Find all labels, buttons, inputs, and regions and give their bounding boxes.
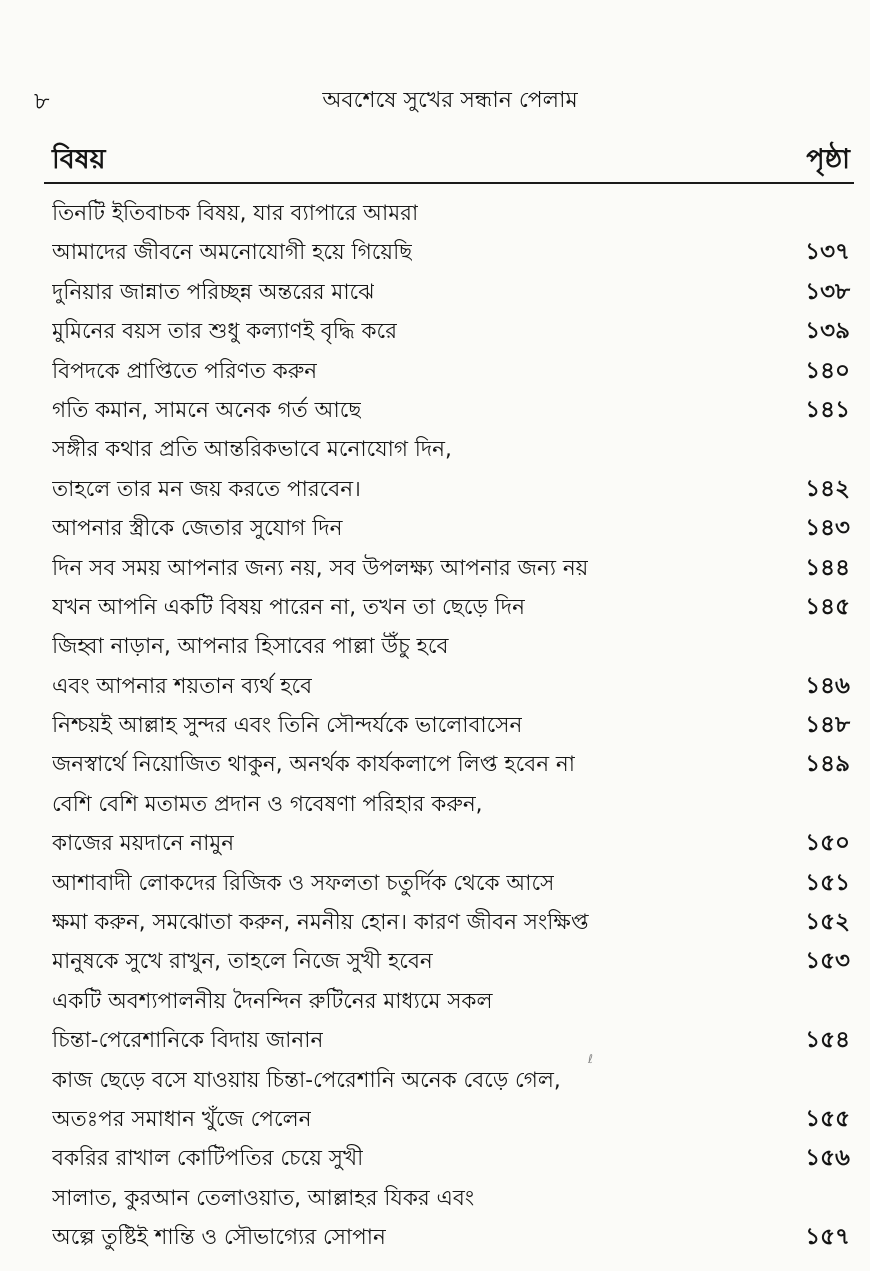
toc-entry-text: এবং আপনার শয়তান ব্যর্থ হবে xyxy=(52,673,313,699)
toc-entry-line xyxy=(52,745,850,784)
toc-entry-text: চিন্তা-পেরেশানিকে বিদায় জানান xyxy=(52,1028,324,1054)
toc-entry-page-number: ১৪৯ xyxy=(805,751,850,778)
toc-entry-page-number: ১৪৩ xyxy=(805,515,850,542)
toc-entry-page-number: ১৪১ xyxy=(805,396,850,423)
book-title: অবশেষে সুখের সন্ধান পেলাম xyxy=(322,88,578,113)
toc-entry-line xyxy=(52,1021,850,1060)
toc-entry-page-number: ১৪৪ xyxy=(805,554,850,581)
toc-entry-text: বিপদকে প্রাপ্তিতে পরিণত করুন xyxy=(52,358,318,384)
toc-entry-line xyxy=(52,1179,850,1218)
page-number: ৮ xyxy=(34,87,50,115)
toc-entry-line xyxy=(52,352,850,391)
toc-entry-page-number: ১৫৬ xyxy=(805,1145,850,1172)
toc-entry-line xyxy=(52,1061,850,1100)
toc-entry-page-number: ১৫২ xyxy=(805,909,850,936)
toc-entry-line xyxy=(52,824,850,863)
toc-entry-page-number: ১৩৯ xyxy=(805,318,850,345)
toc-entry-text: মানুষকে সুখে রাখুন, তাহলে নিজে সুখী হবেন xyxy=(52,949,433,975)
toc-entry-line xyxy=(52,233,850,272)
toc-entry-text: বকরির রাখাল কোটিপতির চেয়ে সুখী xyxy=(52,1146,364,1172)
toc-entry-line xyxy=(52,194,850,233)
toc-entry-text: অতঃপর সমাধান খুঁজে পেলেন xyxy=(52,1106,312,1132)
subject-heading: বিষয় xyxy=(52,144,106,175)
toc-entry-text: ক্ষমা করুন, সমঝোতা করুন, নমনীয় হোন। কারণ জীবন সংক্ষিপ্ত xyxy=(52,910,589,936)
toc-entry-page-number: ১৫৫ xyxy=(805,1105,850,1132)
toc-entry-line xyxy=(52,391,850,430)
toc-entry-line xyxy=(52,273,850,312)
toc-entry-text: নিশ্চয়ই আল্লাহ সুন্দর এবং তিনি সৌন্দর্যকে ভালোবাসেন xyxy=(52,713,523,739)
toc-entry-line xyxy=(52,785,850,824)
running-head xyxy=(0,84,870,118)
toc-entry-text: অল্পে তুষ্টিই শান্তি ও সৌভাগ্যের সোপান xyxy=(52,1225,386,1251)
toc-entry-line xyxy=(52,588,850,627)
toc-entry-text: সালাত, কুরআন তেলাওয়াত, আল্লাহর যিকর এবং xyxy=(52,1185,475,1211)
toc-entry-line xyxy=(52,1100,850,1139)
toc-entry-text: আশাবাদী লোকদের রিজিক ও সফলতা চতুর্দিক থেকে আসে xyxy=(52,870,555,896)
toc-entry-text: দিন সব সময় আপনার জন্য নয়, সব উপলক্ষ্য আপনার জন্য নয় xyxy=(52,555,589,581)
toc-entry-page-number: ১৫৪ xyxy=(805,1027,850,1054)
toc-entry-line xyxy=(52,903,850,942)
toc-entry-line xyxy=(52,864,850,903)
heading-divider xyxy=(44,182,854,184)
toc-entry-text: বেশি বেশি মতামত প্রদান ও গবেষণা পরিহার করুন, xyxy=(52,791,483,817)
toc-entry-text: জনস্বার্থে নিয়োজিত থাকুন, অনর্থক কার্যকলাপে লিপ্ত হবেন না xyxy=(52,752,575,778)
toc-entry-text: আপনার স্ত্রীকে জেতার সুযোগ দিন xyxy=(52,516,343,542)
toc-entry-page-number: ১৪৮ xyxy=(805,712,850,739)
toc-entry-page-number: ১৫১ xyxy=(805,869,850,896)
toc-entry-text: কাজ ছেড়ে বসে যাওয়ায় চিন্তা-পেরেশানি অনেক বেড়ে গেল, xyxy=(52,1067,561,1093)
toc-entry-text: আমাদের জীবনে অমনোযোগী হয়ে গিয়েছি xyxy=(52,240,413,266)
toc-entry-page-number: ১৫৩ xyxy=(805,948,850,975)
toc-entry-page-number: ১৩৭ xyxy=(805,239,850,266)
toc-entry-line xyxy=(52,627,850,666)
toc-entry-line xyxy=(52,982,850,1021)
toc-entry-line xyxy=(52,509,850,548)
toc-entry-page-number: ১৪৫ xyxy=(805,593,850,620)
toc-entry-line xyxy=(52,706,850,745)
toc-entry-line xyxy=(52,312,850,351)
toc-entry-text: তিনটি ইতিবাচক বিষয়, যার ব্যাপারে আমরা xyxy=(52,201,419,226)
page-heading: পৃষ্ঠা xyxy=(806,144,850,175)
toc-entry-text: গতি কমান, সামনে অনেক গর্ত আছে xyxy=(52,397,362,423)
toc-entry-text: মুমিনের বয়স তার শুধু কল্যাণই বৃদ্ধি করে xyxy=(52,319,398,345)
toc-entry-page-number: ১৪২ xyxy=(805,475,850,502)
toc-entry-line xyxy=(52,470,850,509)
toc-entry-text: দুনিয়ার জান্নাত পরিচ্ছন্ন অন্তরের মাঝে xyxy=(52,279,375,305)
toc-entry-line xyxy=(52,1139,850,1178)
toc-entry-page-number: ১৪৬ xyxy=(805,672,850,699)
toc-entry-line xyxy=(52,667,850,706)
toc-entry-page-number: ১৫৭ xyxy=(805,1224,850,1251)
toc-entry-line xyxy=(52,942,850,981)
print-smudge-mark: ℓ xyxy=(588,1052,593,1066)
toc-entry-page-number: ১৪০ xyxy=(805,357,850,384)
toc-entry-text: একটি অবশ্যপালনীয় দৈনন্দিন রুটিনের মাধ্যমে সকল xyxy=(52,988,493,1014)
toc-entry-line xyxy=(52,1218,850,1257)
toc-entry-text: জিহ্বা নাড়ান, আপনার হিসাবের পাল্লা উঁচু হবে xyxy=(52,634,449,660)
toc-entry-line xyxy=(52,549,850,588)
toc-entry-text: কাজের ময়দানে নামুন xyxy=(52,831,235,857)
toc-entry-page-number: ১৫০ xyxy=(805,830,850,857)
toc-entry-text: সঙ্গীর কথার প্রতি আন্তরিকভাবে মনোযোগ দিন, xyxy=(52,437,452,463)
column-headings xyxy=(52,138,850,182)
toc-entry-line xyxy=(52,430,850,469)
toc-entry-text: তাহলে তার মন জয় করতে পারবেন। xyxy=(52,476,361,502)
toc-entry-text: যখন আপনি একটি বিষয় পারেন না, তখন তা ছেড়ে দিন xyxy=(52,594,525,620)
toc-entry-page-number: ১৩৮ xyxy=(805,278,850,305)
table-of-contents xyxy=(52,194,850,1258)
